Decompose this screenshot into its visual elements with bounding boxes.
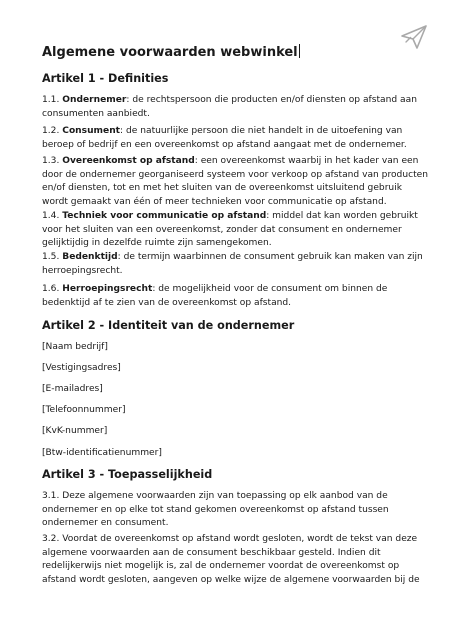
clause-3-2: 3.2. Voordat de overeenkomst op afstand wordt gesloten, wordt de tekst van deze algemene voorwaarden aan de consument beschikbaar gesteld. Indien dit redelijkerwijs niet mogelijk is, zal de ondernemer voordat de overeenkomst op afstand wordt gesloten, aangeven op welke wijze de algemene voorwaarden bij de <box>42 534 420 585</box>
field-telefoonnummer: [Telefoonnummer] <box>42 405 126 415</box>
definition-1-2: 1.2. Consument: de natuurlijke persoon die niet handelt in de uitoefening van beroep of bedrijf en een overeenkomst op afstand aangaat met de ondernemer. <box>42 126 407 150</box>
article-2-heading: Artikel 2 - Identiteit van de ondernemer <box>42 319 295 332</box>
definition-1-1: 1.1. Ondernemer: de rechtspersoon die producten en/of diensten op afstand aan consumenten aanbiedt. <box>42 95 417 119</box>
field-btw-nummer: [Btw-identificatienummer] <box>42 448 162 458</box>
term-consument: Consument <box>62 126 121 136</box>
document-title-text: Algemene voorwaarden webwinkel <box>42 45 298 60</box>
field-e-mailadres: [E-mailadres] <box>42 384 103 394</box>
field-vestigingsadres: [Vestigingsadres] <box>42 363 121 373</box>
paper-plane-icon <box>401 25 427 49</box>
term-overeenkomst-op-afstand: Overeenkomst op afstand <box>62 156 195 166</box>
text-cursor <box>299 44 300 58</box>
document-title[interactable] <box>42 44 300 62</box>
term-herroepingsrecht: Herroepingsrecht <box>62 284 153 294</box>
term-techniek-communicatie: Techniek voor communicatie op afstand <box>62 211 267 221</box>
definition-1-5: 1.5. Bedenktijd: de termijn waarbinnen de consument gebruik kan maken van zijn herroepingsrecht. <box>42 252 423 276</box>
definition-1-6: 1.6. Herroepingsrecht: de mogelijkheid voor de consument om binnen de bedenktijd af te zien van de overeenkomst op afstand. <box>42 284 388 308</box>
article-1-heading: Artikel 1 - Definities <box>42 72 169 85</box>
definition-1-3: 1.3. Overeenkomst op afstand: een overeenkomst waarbij in het kader van een door de ondernemer georganiseerd systeem voor verkoop op afstand van producten en/of diensten, tot en met het sluiten van de overeenkomst uitsluitend gebruik wordt gemaakt van één of meer technieken voor communicatie op afstand. <box>42 156 429 207</box>
article-3-heading: Artikel 3 - Toepasselijkheid <box>42 468 213 481</box>
term-bedenktijd: Bedenktijd <box>62 252 118 262</box>
field-naam-bedrijf: [Naam bedrijf] <box>42 342 108 352</box>
field-kvk-nummer: [KvK-nummer] <box>42 426 108 436</box>
term-ondernemer: Ondernemer <box>62 95 127 105</box>
clause-3-1: 3.1. Deze algemene voorwaarden zijn van toepassing op elk aanbod van de ondernemer en op elke tot stand gekomen overeenkomst op afstand tussen ondernemer en consument. <box>42 491 389 529</box>
definition-1-4: 1.4. Techniek voor communicatie op afstand: middel dat kan worden gebruikt voor het sluiten van een overeenkomst, zonder dat consument en ondernemer gelijktijdig in dezelfde ruimte zijn samengekomen. <box>42 211 418 249</box>
